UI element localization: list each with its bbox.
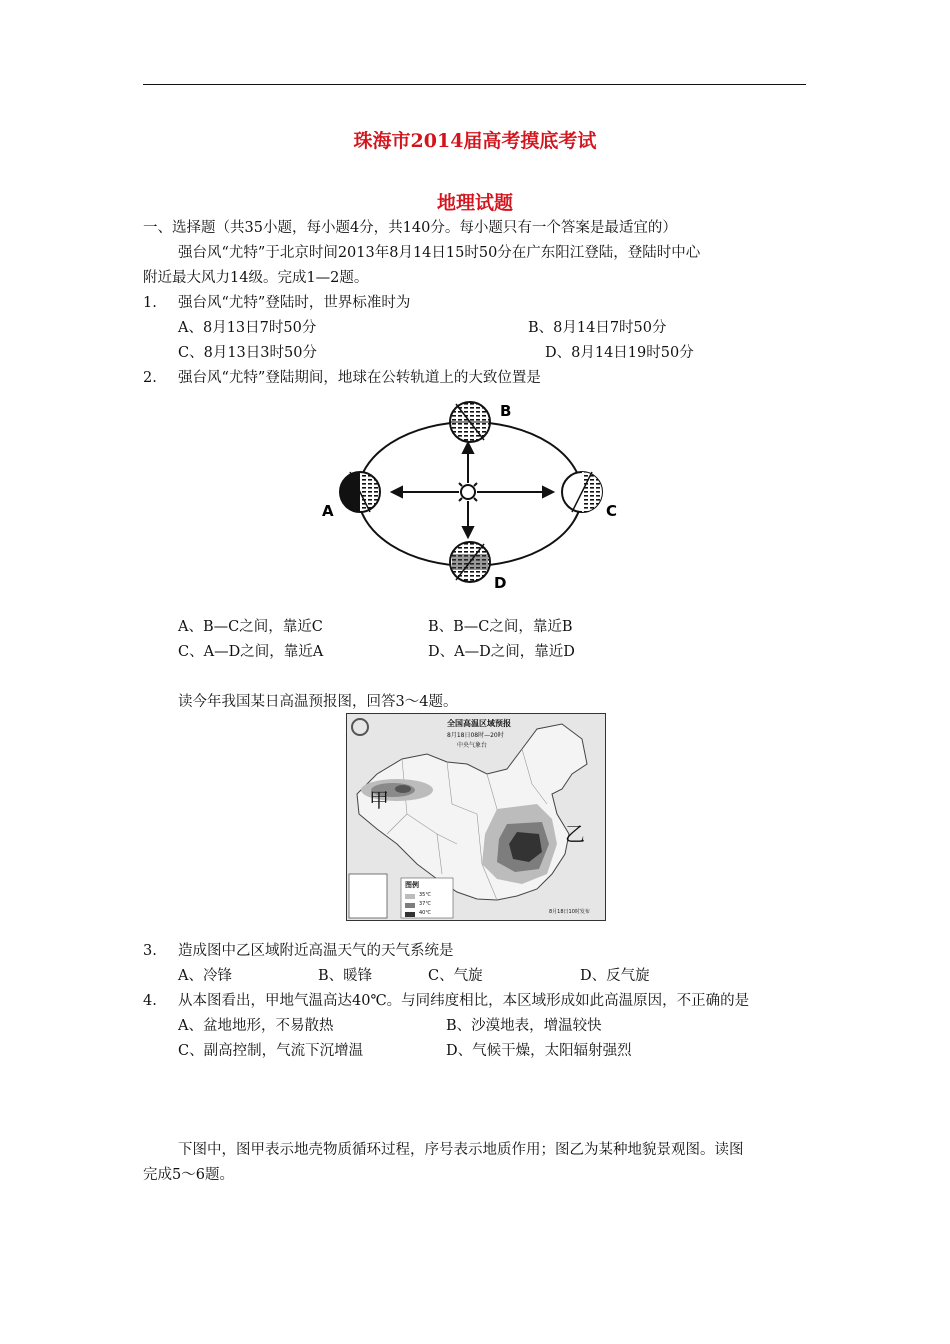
q3-option-d: D、反气旋 bbox=[580, 968, 650, 984]
map-legend-item: 40℃ bbox=[419, 910, 431, 916]
intro-crust-line1: 下图中，图甲表示地壳物质循环过程，序号表示地质作用；图乙为某种地貌景观图。读图 bbox=[178, 1142, 744, 1158]
earth-d-icon bbox=[450, 542, 490, 582]
intro-map: 读今年我国某日高温预报图，回答3～4题。 bbox=[178, 694, 458, 710]
earth-c-icon bbox=[562, 472, 602, 512]
q2-option-c: C、A—D之间，靠近A bbox=[178, 644, 324, 660]
q1-option-c: C、8月13日3时50分 bbox=[178, 345, 317, 361]
orbit-label-c: C bbox=[606, 502, 618, 520]
orbit-label-b: B bbox=[500, 402, 512, 420]
map-footer: 8月18日10时发布 bbox=[549, 909, 590, 915]
q2-option-b: B、B—C之间，靠近B bbox=[428, 619, 573, 635]
map-legend-item: 37℃ bbox=[419, 901, 431, 907]
header-rule bbox=[143, 84, 806, 85]
earth-b-icon bbox=[450, 402, 490, 442]
q2-stem: 强台风“尤特”登陆期间，地球在公转轨道上的大致位置是 bbox=[178, 370, 541, 386]
q3-stem: 造成图中乙区域附近高温天气的天气系统是 bbox=[178, 943, 454, 959]
q4-option-d: D、气候干燥，太阳辐射强烈 bbox=[446, 1043, 632, 1059]
q2-option-a: A、B—C之间，靠近C bbox=[178, 619, 323, 635]
q1-stem: 强台风“尤特”登陆时，世界标准时为 bbox=[178, 295, 411, 311]
map-legend-title: 图例 bbox=[405, 881, 419, 889]
orbit-label-d: D bbox=[494, 574, 507, 592]
q4-stem: 从本图看出，甲地气温高达40℃。与同纬度相比，本区域形成如此高温原因，不正确的是 bbox=[178, 993, 750, 1009]
earth-a-icon bbox=[340, 472, 380, 512]
q2-number: 2. bbox=[143, 370, 157, 386]
map-header: 全国高温区域预报 bbox=[447, 719, 511, 728]
intro-crust-line2: 完成5～6题。 bbox=[143, 1167, 234, 1183]
q1-option-a: A、8月13日7时50分 bbox=[178, 320, 317, 336]
map-label-yi: 乙 bbox=[565, 822, 585, 846]
q4-option-c: C、副高控制，气流下沉增温 bbox=[178, 1043, 364, 1059]
high-temperature-map bbox=[346, 713, 606, 921]
intro-typhoon-line2: 附近最大风力14级。完成1—2题。 bbox=[143, 270, 369, 286]
q1-number: 1. bbox=[143, 295, 157, 311]
q4-option-a: A、盆地地形，不易散热 bbox=[178, 1018, 334, 1034]
sun-icon bbox=[455, 479, 481, 505]
q4-number: 4. bbox=[143, 993, 157, 1009]
map-legend-item: 35℃ bbox=[419, 892, 431, 898]
map-subheader: 8月18日08时—20时 bbox=[447, 732, 504, 739]
subject-title: 地理试题 bbox=[436, 192, 513, 214]
q1-option-d: D、8月14日19时50分 bbox=[545, 345, 694, 361]
exam-title: 珠海市2014届高考摸底考试 bbox=[353, 130, 597, 152]
q4-option-b: B、沙漠地表，增温较快 bbox=[446, 1018, 602, 1034]
intro-typhoon-line1: 强台风“尤特”于北京时间2013年8月14日15时50分在广东阳江登陆，登陆时中心 bbox=[178, 245, 701, 261]
map-label-jia: 甲 bbox=[369, 788, 389, 812]
section-heading: 一、选择题（共35小题，每小题4分，共140分。每小题只有一个答案是最适宜的） bbox=[143, 220, 677, 236]
orbit-diagram bbox=[320, 390, 630, 600]
orbit-label-a: A bbox=[322, 502, 334, 520]
q3-number: 3. bbox=[143, 943, 157, 959]
q3-option-a: A、冷锋 bbox=[178, 968, 232, 984]
map-agency: 中央气象台 bbox=[457, 742, 488, 749]
q1-option-b: B、8月14日7时50分 bbox=[528, 320, 667, 336]
q2-option-d: D、A—D之间，靠近D bbox=[428, 644, 575, 660]
q3-option-c: C、气旋 bbox=[428, 968, 483, 984]
q3-option-b: B、暖锋 bbox=[318, 968, 373, 984]
